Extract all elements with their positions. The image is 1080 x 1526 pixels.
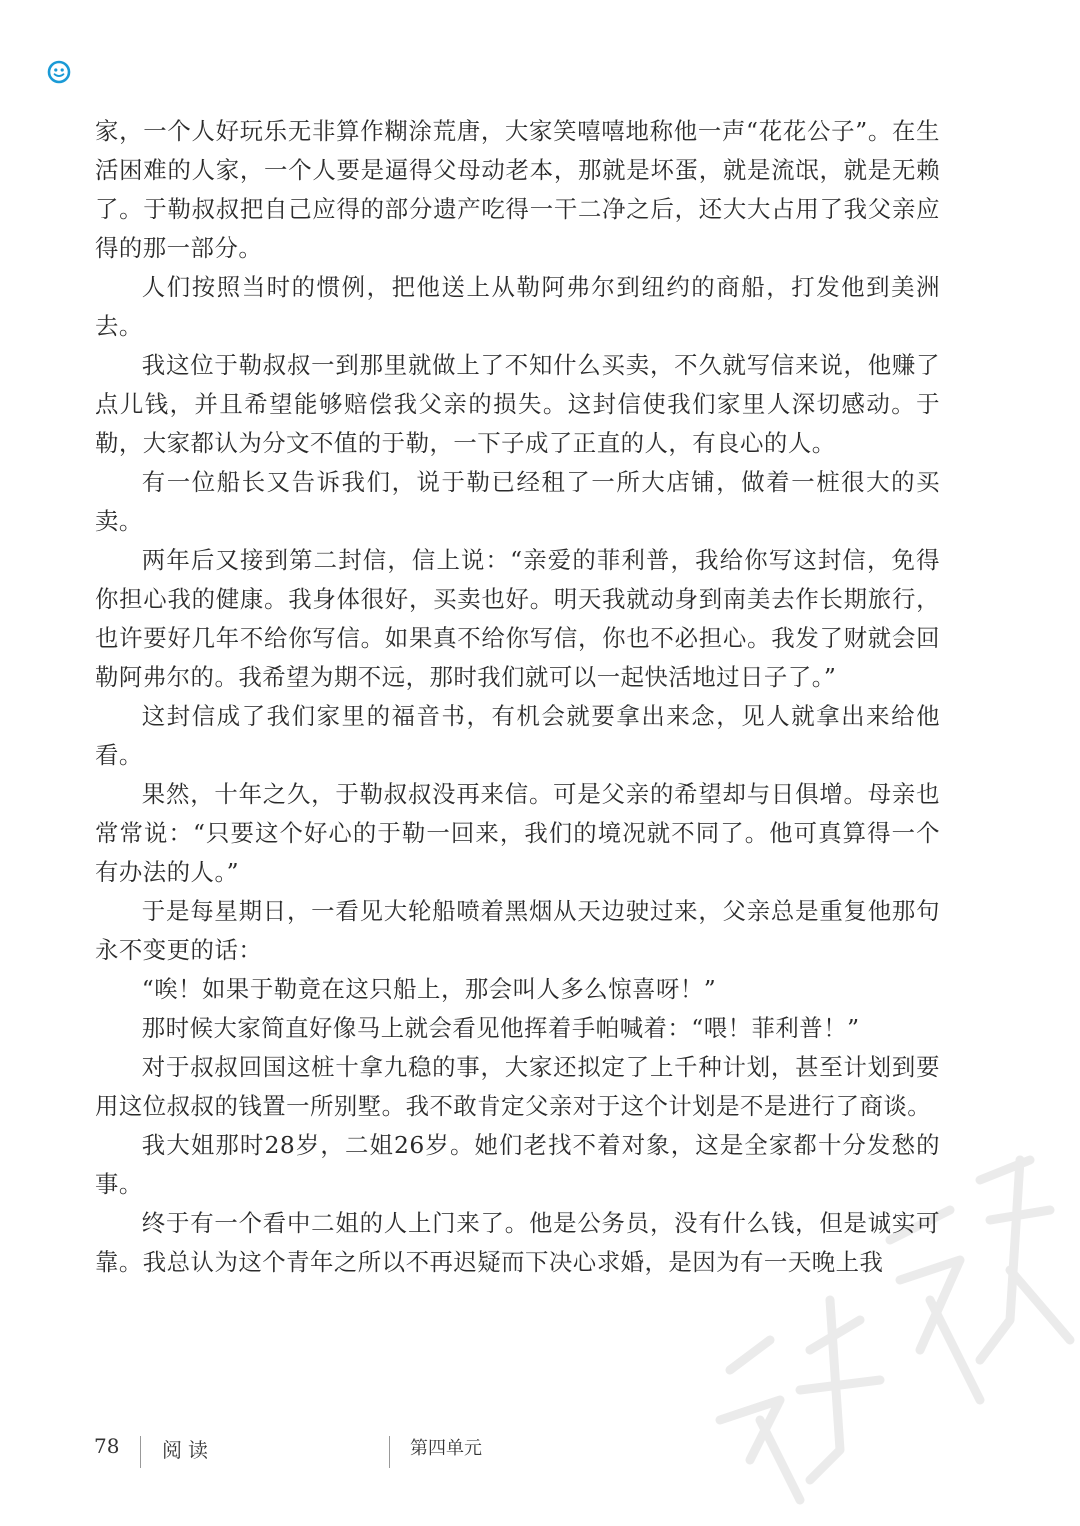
paragraph: 两年后又接到第二封信，信上说：“亲爱的菲利普，我给你写这封信，免得你担心我的健康。我身体很好，买卖也好。明天我就动身到南美去作长期旅行，也许要好几年不给你写信。如果真不给你写信，你也不必担心。我发了财就会回勒阿弗尔的。我希望为期不远，那时我们就可以一起快活地过日子了。”: [95, 546, 940, 691]
footer-divider: [140, 1436, 141, 1468]
paragraph: 我这位于勒叔叔一到那里就做上了不知什么买卖，不久就写信来说，他赚了点儿钱，并且希望能够赔偿我父亲的损失。这封信使我们家里人深切感动。于勒，大家都认为分文不值的于勒，一下子成了正直的人，有良心的人。: [95, 351, 940, 457]
paragraph: 有一位船长又告诉我们，说于勒已经租了一所大店铺，做着一桩很大的买卖。: [95, 468, 940, 535]
paragraph: “唉！如果于勒竟在这只船上，那会叫人多么惊喜呀！”: [141, 975, 717, 1003]
paragraph: 终于有一个看中二姐的人上门来了。他是公务员，没有什么钱，但是诚实可靠。我总认为这个青年之所以不再迟疑而下决心求婚，是因为有一天晚上我: [95, 1209, 940, 1276]
article-body: [95, 112, 940, 1282]
unit-label: 第四单元: [410, 1438, 482, 1459]
paragraph: 我大姐那时28岁，二姐26岁。她们老找不着对象，这是全家都十分发愁的事。: [95, 1131, 940, 1198]
paragraph: 那时候大家简直好像马上就会看见他挥着手帕喊着：“喂！菲利普！”: [141, 1014, 860, 1042]
paragraph: 果然，十年之久，于勒叔叔没再来信。可是父亲的希望却与日俱增。母亲也常常说：“只要这个好心的于勒一回来，我们的境况就不同了。他可真算得一个有办法的人。”: [95, 780, 940, 886]
page-footer: [0, 1432, 1080, 1472]
footer-divider: [389, 1436, 390, 1468]
smiley-icon: [47, 60, 71, 84]
paragraph: 家，一个人好玩乐无非算作糊涂荒唐，大家笑嘻嘻地称他一声“花花公子”。在生活困难的人家，一个人要是逼得父母动老本，那就是坏蛋，就是流氓，就是无赖了。于勒叔叔把自己应得的部分遗产吃得一干二净之后，还大大占用了我父亲应得的那一部分。: [95, 117, 940, 262]
page-number: 78: [94, 1434, 120, 1458]
paragraph: 对于叔叔回国这桩十拿九稳的事，大家还拟定了上千种计划，甚至计划到要用这位叔叔的钱置一所别墅。我不敢肯定父亲对于这个计划是不是进行了商谈。: [95, 1053, 940, 1120]
paragraph: 于是每星期日，一看见大轮船喷着黑烟从天边驶过来，父亲总是重复他那句永不变更的话：: [95, 897, 940, 964]
section-label: 阅读: [162, 1438, 214, 1462]
paragraph: 人们按照当时的惯例，把他送上从勒阿弗尔到纽约的商船，打发他到美洲去。: [95, 273, 940, 340]
paragraph: 这封信成了我们家里的福音书，有机会就要拿出来念，见人就拿出来给他看。: [95, 702, 940, 769]
